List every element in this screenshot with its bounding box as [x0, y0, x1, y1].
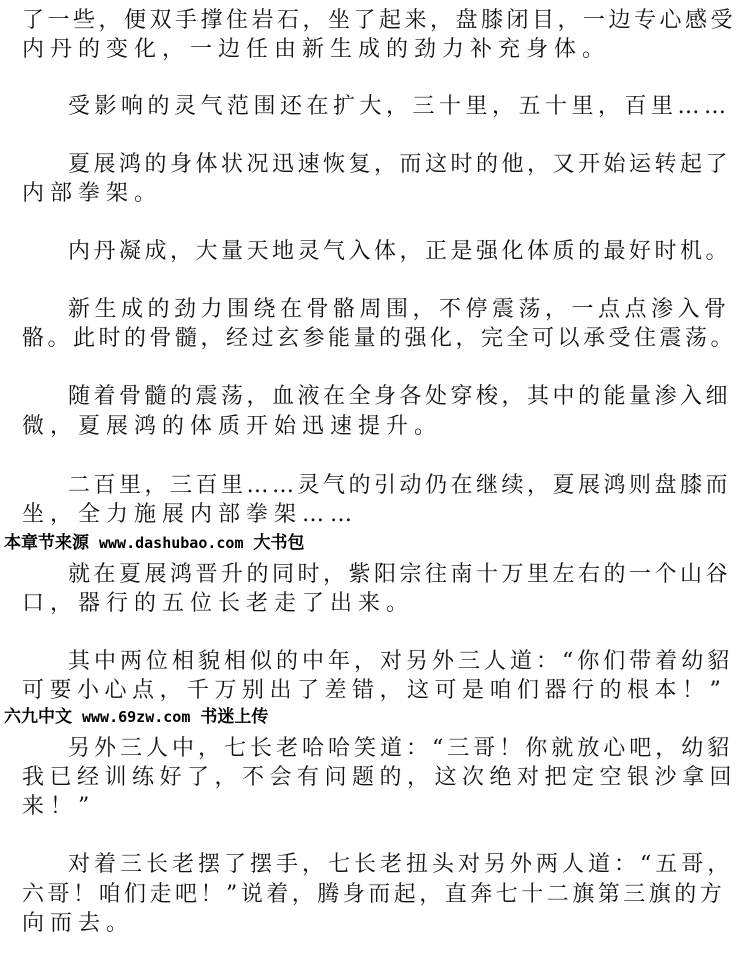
watermark-label: 六九中文: [4, 707, 72, 727]
paragraph-line: 其中两位相貌相似的中年，对另外三人道：“你们带着幼貂: [68, 649, 734, 674]
paragraph-line: 来！”: [22, 794, 96, 819]
watermark-url: www.dashubao.com: [99, 534, 244, 552]
paragraph-line: 新生成的劲力围绕在骨骼周围，不停震荡，一点点渗入骨: [68, 297, 731, 322]
watermark-url: www.69zw.com: [82, 708, 191, 726]
paragraph-line: 内丹的变化，一边任由新生成的劲力补充身体。: [22, 37, 611, 62]
source-watermark: [4, 707, 268, 727]
paragraph-line: 六哥！咱们走吧！”说着，腾身而起，直奔七十二旗第三旗的方: [22, 882, 726, 907]
paragraph-line: 就在夏展鸿晋升的同时，紫阳宗往南十万里左右的一个山谷: [68, 562, 732, 587]
paragraph-line: 了一些，便双手撑住岩石，坐了起来，盘膝闭目，一边专心感受: [22, 8, 737, 33]
paragraph-line: 可要小心点，千万别出了差错，这可是咱们器行的根本！”: [22, 678, 727, 703]
paragraph-line: 另外三人中，七长老哈哈笑道：“三哥！你就放心吧，幼貂: [68, 736, 734, 761]
paragraph-line: 受影响的灵气范围还在扩大，三十里，五十里，百里……: [68, 94, 731, 119]
paragraph-line: 内部拳架。: [22, 181, 163, 206]
paragraph-line: 二百里，三百里……灵气的引动仍在继续，夏展鸿则盘膝而: [68, 473, 732, 498]
paragraph-line: 坐，全力施展内部拳架……: [22, 502, 359, 527]
paragraph-line: 夏展鸿的身体状况迅速恢复，而这时的他，又开始运转起了: [68, 152, 732, 177]
paragraph-line: 内丹凝成，大量天地灵气入体，正是强化体质的最好时机。: [68, 239, 732, 264]
paragraph-line: 口，器行的五位长老走了出来。: [22, 591, 415, 616]
paragraph-line: 骼。此时的骨髓，经过玄参能量的强化，完全可以承受住震荡。: [22, 326, 737, 351]
paragraph-line: 向而去。: [22, 911, 135, 936]
watermark-site: 大书包: [253, 533, 305, 553]
watermark-label: 本章节来源: [4, 533, 89, 553]
watermark-site: 书迷上传: [200, 707, 269, 727]
source-watermark: [4, 533, 305, 553]
paragraph-line: 微，夏展鸿的体质开始迅速提升。: [22, 414, 443, 439]
paragraph-line: 随着骨髓的震荡，血液在全身各处穿梭，其中的能量渗入细: [68, 384, 732, 409]
paragraph-line: 对着三长老摆了摆手，七长老扭头对另外两人道：“五哥，: [68, 852, 734, 877]
paragraph-line: 我已经训练好了，不会有问题的，这次绝对把定空银沙拿回: [22, 765, 738, 790]
